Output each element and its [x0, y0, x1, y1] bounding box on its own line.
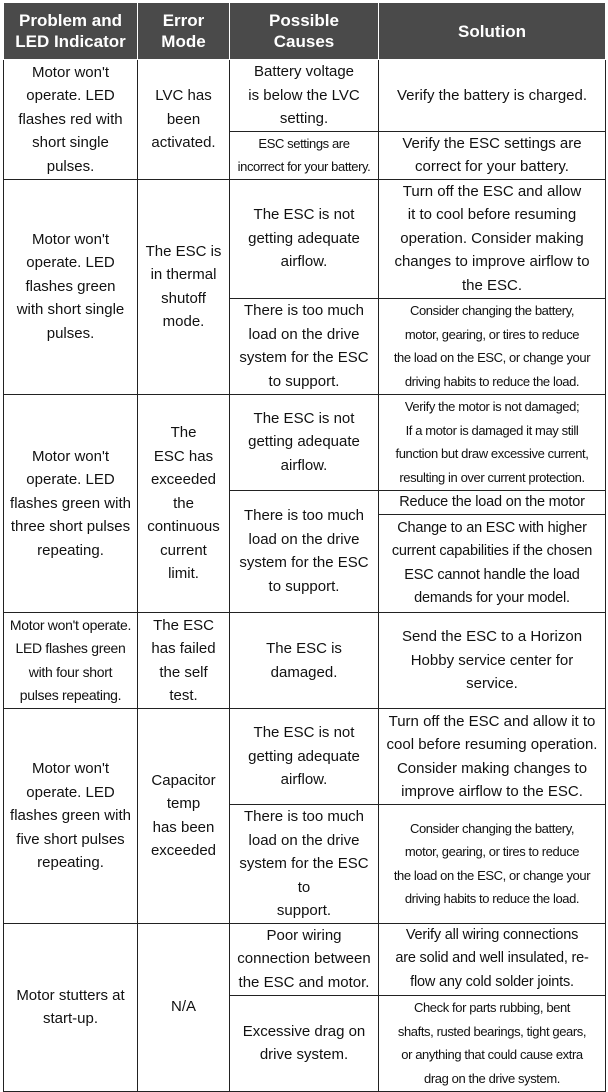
header-error-mode: Error Mode: [138, 3, 230, 60]
error-mode-cell: The ESC has failed the self test.: [138, 613, 230, 709]
cause-cell: There is too much load on the drive system for the ESC to support.: [230, 490, 379, 613]
table-row: [4, 709, 606, 805]
error-mode-cell: N/A: [138, 923, 230, 1091]
problem-cell: Motor won't operate. LED flashes green with four short pulses repeating.: [4, 613, 138, 709]
solution-cell: Change to an ESC with higher current capabilities if the chosen ESC cannot handle the load demands for your model.: [379, 515, 606, 613]
problem-cell: Motor won't operate. LED flashes green with five short pulses repeating.: [4, 709, 138, 924]
cause-cell: There is too much load on the drive system for the ESC to support.: [230, 805, 379, 924]
troubleshooting-table: [3, 2, 606, 1092]
solution-cell: Verify the motor is not damaged; If a motor is damaged it may still function but draw excessive current, resulting in over current protection.: [379, 394, 606, 490]
cause-cell: Excessive drag on drive system.: [230, 995, 379, 1091]
solution-cell: Consider changing the battery, motor, gearing, or tires to reduce the load on the ESC, or change your driving habits to reduce the load.: [379, 805, 606, 924]
solution-cell: Turn off the ESC and allow it to cool before resuming operation. Consider making changes to improve airflow to the ESC.: [379, 709, 606, 805]
solution-cell: Check for parts rubbing, bent shafts, rusted bearings, tight gears, or anything that could cause extra drag on the drive system.: [379, 995, 606, 1091]
error-mode-cell: LVC has been activated.: [138, 60, 230, 180]
cause-cell: The ESC is not getting adequate airflow.: [230, 179, 379, 298]
problem-cell: Motor won't operate. LED flashes green with three short pulses repeating.: [4, 394, 138, 613]
solution-cell: Consider changing the battery, motor, gearing, or tires to reduce the load on the ESC, or change your driving habits to reduce the load.: [379, 298, 606, 394]
table-row: [4, 394, 606, 490]
cause-cell: Battery voltage is below the LVC setting.: [230, 60, 379, 132]
error-mode-cell: The ESC has exceeded the continuous current limit.: [138, 394, 230, 613]
solution-cell: Reduce the load on the motor: [379, 490, 606, 515]
table-row: [4, 923, 606, 995]
cause-cell: Poor wiring connection between the ESC and motor.: [230, 923, 379, 995]
problem-cell: Motor won't operate. LED flashes green with short single pulses.: [4, 179, 138, 394]
cause-cell: ESC settings are incorrect for your battery.: [230, 131, 379, 179]
header-solution: Solution: [379, 3, 606, 60]
solution-cell: Verify the battery is charged.: [379, 60, 606, 132]
error-mode-cell: The ESC is in thermal shutoff mode.: [138, 179, 230, 394]
cause-cell: There is too much load on the drive system for the ESC to support.: [230, 298, 379, 394]
table-row: [4, 179, 606, 298]
solution-cell: Verify the ESC settings are correct for your battery.: [379, 131, 606, 179]
problem-cell: Motor stutters at start-up.: [4, 923, 138, 1091]
table-row: [4, 60, 606, 132]
solution-cell: Verify all wiring connections are solid and well insulated, re- flow any cold solder joints.: [379, 923, 606, 995]
cause-cell: The ESC is damaged.: [230, 613, 379, 709]
solution-cell: Turn off the ESC and allow it to cool before resuming operation. Consider making changes to improve airflow to the ESC.: [379, 179, 606, 298]
cause-cell: The ESC is not getting adequate airflow.: [230, 709, 379, 805]
table-row: [4, 613, 606, 709]
error-mode-cell: Capacitor temp has been exceeded: [138, 709, 230, 924]
header-causes: Possible Causes: [230, 3, 379, 60]
header-row: [4, 3, 606, 60]
header-problem: Problem and LED Indicator: [4, 3, 138, 60]
problem-cell: Motor won't operate. LED flashes red with short single pulses.: [4, 60, 138, 180]
solution-cell: Send the ESC to a Horizon Hobby service center for service.: [379, 613, 606, 709]
cause-cell: The ESC is not getting adequate airflow.: [230, 394, 379, 490]
